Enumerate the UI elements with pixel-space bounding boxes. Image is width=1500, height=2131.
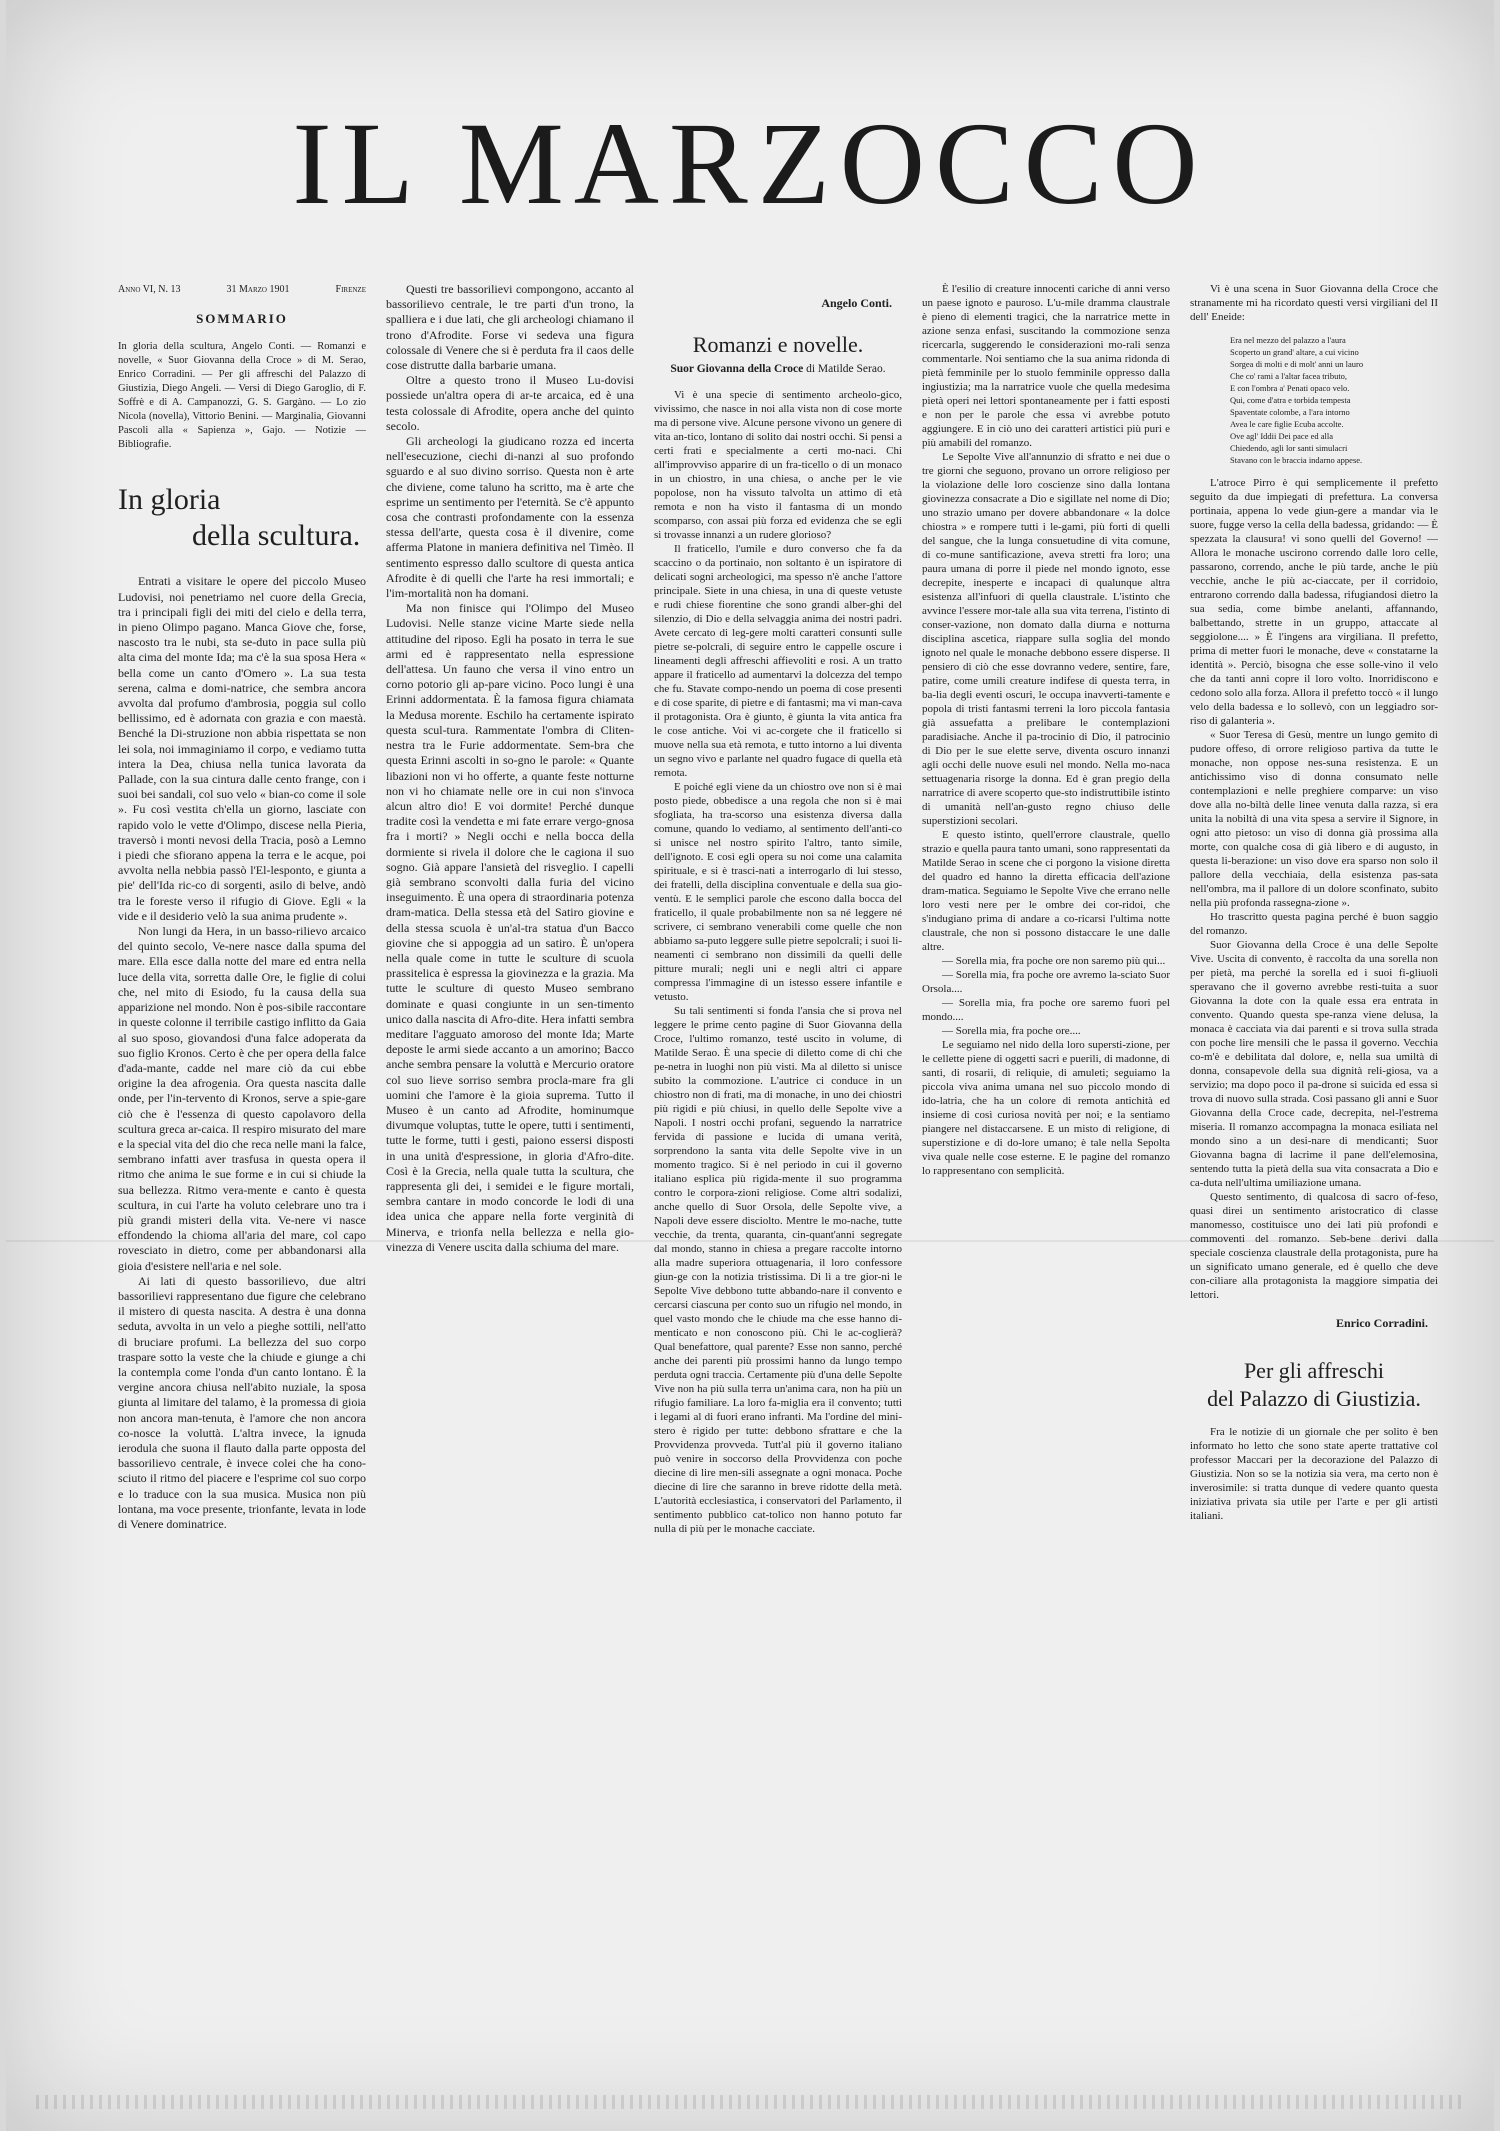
article2-paragraph: Il fraticello, l'umile e duro converso che fa da scaccino o da portinaio, non soltanto è un ispiratore di delicati sogni archeologici, ma spesso n'è anche l'attore principale. Siete in una chiesa, in una di queste vetuste e rudi chiese fiorentine che sono grandi alber-ghi del silenzio, di Dio e della selvaggia anima dei nostri padri. Avete cercato di leg-gere molti caratteri consunti sulle pietre se-polcrali, di seguire entro le cappelle oscure i lineamenti degli affreschi affievoliti e rosi. A un tratto appare il fraticello ad aumentarvi la dolcezza del tempo che fu. Stavate compo-nendo un poema di cose presenti e di cose sparite, di pietre e di fantasmi; ma vi man-cava il protagonista. Ora è giunto, è giunta la vita antica fra le cose antiche. Voi vi ac-corgete che il fraticello si muove nella sua età remota, e tutto intorno a lui diventa un segno vivo e parlante nel quadro fugace di quella età remota. — [654, 542, 902, 779]
verse-line: Ove agl' Iddii Dei pace ed alla — [1230, 431, 1334, 441]
article2-paragraph: Ho trascritto questa pagina perché è buon saggio del romanzo. — [1190, 911, 1438, 937]
article1-paragraph: Non lungi da Hera, in un basso-rilievo arcaico del quinto secolo, Ve-nere nasce dalla spuma del mare. Ella esce dalla notte del mare ed entra nella luce della vita, sorretta dalle Ore, le figlie di colui che, nel mito di Esiodo, fu la causa della sua apparizione nel mondo. Non è pos-sibile raccontare in queste colonne il terribile castigo inflitto da Gaia al suo sposo, giovandosi d'una falce adoperata da suo figlio Kronos. Certo è che per opera della falce d'ada-mante, cadde nel mare ciò da cui ebbe origine la dea afrogenia. Ora questa nascita dalle onde, per l'in-tervento di Kronos, serve a spie-gare ciò che è l'essenza di questo capolavoro della scultura greca ar-caica. Il respiro misurato del mare e la special vita del dio che reca nelle mani la falce, sembrano infatti aver trasfusa in questa opera il ritmo che anima le sue forme e in cui si chiude la sua bellezza. Ritmo vera-mente e canto è questa scultura, in cui l'arte ha voluto celebrare uno tra i più grandi misteri della vita. Ve-nere vi nasce effondendo la chioma all'aria del mare, col capo rovesciato in dietro, come per abbandonarsi alla gioia d'esistere nell'aria e nel sole. — [118, 924, 366, 1273]
verse-line: Avea le care figlie Ecuba accolte. — [1230, 419, 1344, 429]
sommario-title: SOMMARIO — [196, 311, 288, 327]
column-1 — [118, 282, 366, 2072]
column-3 — [654, 282, 902, 2072]
article1-paragraph: Oltre a questo trono il Museo Lu-dovisi possiede un'altra opera di ar-te arcaica, ed è una testa colossale di Afrodite, opera anche del quinto secolo. — [386, 373, 634, 433]
article1-title-line2: della scultura. — [192, 519, 361, 553]
newspaper-page — [6, 0, 1494, 2131]
column-4 — [922, 282, 1170, 2072]
article2-paragraph: — Sorella mia, fra poche ore.... — [942, 1025, 1081, 1037]
sommario-text: In gloria della scultura, Angelo Conti. — Romanzi e novelle, « Suor Giovanna della Croce » di M. Serao, Enrico Corradini. — Per gli affreschi del Palazzo di Giustizia, Diego Angeli. — Versi di Diego Garoglio, di F. Soffrè e di A. Campanozzi, G. S. Gargàno. — Lo zio Nicola (novella), Vittorio Benini. — Marginalia, Giovanni Pascoli alla « Sapienza », Gajo. — Notizie — Bibliografie. — [118, 341, 366, 451]
paper-fold — [6, 1240, 1494, 1242]
article2-paragraph: E poiché egli viene da un chiostro ove non si è mai posto piede, obbedisce a una regola che non si è mai sfogliata, ha tra-scorso una esistenza diversa dalla comune, quando lo vediamo, al sentimento dell'anti-co si unisce nel nostro spirito l'altro, tanto simile, dell'ignoto. E così egli opera su noi come una calamita spirituale, e si è trasci-nati a interrogarlo di lui stesso, dei fratelli, della disciplina conventuale e della sua gio-ventù. E le semplici parole che escono dalla bocca del fraticello, il quale probabilmente non sa né leggere né scrivere, ci sembrano venerabili come quelle che non abbiamo sa-puto leggere sulle pietre sepolcrali; i suoi li-neamenti ci sembrano non dissimili da quelli delle pitture murali; negli uni e negli altri ci appare compressa l'immagine di un istesso essere infantile e vetusto. — [654, 780, 902, 1003]
article1-title — [118, 482, 366, 554]
article2-paragraph: Le seguiamo nel nido della loro supersti-zione, per le cellette piene di oggetti sacri e puerili, di madonne, di santi, di rosarii, di reliquie, di amuleti; seguiamo la piccola viva anima umana nel suo piccolo mondo di ido-latria, che ha un colore di remota antichità ed insieme di così curiosa novità per noi; e la sentiamo piangere nel distaccarsene. E un misto di religione, di superstizione e di do-lore umano; è tale nella Sepolta viva quale nelle cose esterne. E le pagine del romanzo lo rappresentano con semplicità. — [922, 1039, 1170, 1177]
article3-title-line2: del Palazzo di Giustizia. — [1207, 1386, 1421, 1412]
article1-paragraph: Entrati a visitare le opere del piccolo Museo Ludovisi, noi penetriamo nel cuore della Grecia, tra i principali figli dei miti del cielo e della terra, in pieno Olimpo pagano. Manca Giove che, forse, nascosto tra le nubi, sta se-duto in pace sulla più alta cima del monte Ida; ma c'è la sua sposa Hera « bella come un canto d'Omero ». La sua testa serena, calma e domi-natrice, che sembra ancora avvolta dal profumo d'ambrosia, poggia sul collo bellissimo, ed è adornata con grazia e con maestà. Benché la Di-struzione non abbia rispettata se non lei sola, noi immaginiamo il corpo, e vediamo tutta intera la Dea, chiusa nella tunica lavorata da Pallade, con la sua cintura dalle cento frange, con i suoi bei sandali, col suo velo « bian-co come il sole ». Fu così vestita ch'ella un giorno, lasciate con rapido volo le vette d'Olimpo, discese nella Pieria, traversò i monti nevosi della Tracia, posò a Lemno i piedi che sfiorano appena la terra e le acque, poi avvolta nella nebbia passò l'El-lesponto, e giunta a pie' dell'Ida ric-co di sorgenti, asilo di belve, andò tra le foreste verso il rifugio di Giove. Egli « la vide e il desiderio velò la sua anima prudente ». — [118, 574, 366, 923]
article2-paragraph: « Suor Teresa di Gesù, mentre un lungo gemito di pudore offeso, di orrore religioso partiva da tutte le monache, non oppose nes-suna resistenza. E un antichissimo viso di donna consumato nelle contemplazioni e nelle preghiere comparve: un viso dove alla no-biltà delle linee venuta dalla razza, si era unita la nobiltà di una vita spesa a servire il Signore, in ogni atto pietoso: un viso di donna già prossima alla morte, con qualche cosa di già libero e di augusto, in questa li-berazione: un viso dove era sparso non solo il pallore della vecchiaia, della esistenza pas-sata nell'ombra, ma il pallore di un dolore sconfinato, subito nella più profonda rassegna-zione ». — [1190, 729, 1438, 909]
article1-title-line1: In gloria — [118, 483, 221, 517]
verse-quote — [1230, 334, 1438, 466]
verse-line: Spaventate colombe, a l'ara intorno — [1230, 407, 1350, 417]
article1-paragraph: Questi tre bassorilievi compongono, accanto al bassorilievo centrale, le tre parti d'un trono, la spalliera e i due lati, che gli archeologi chiamano il trono d'Afrodite. Forse vi sedeva una figura colossale di Venere che si è perduta fra il caos delle cose distrutte dalla barbarie umana. — [386, 282, 634, 373]
article2-signature: Enrico Corradini. — [1336, 1316, 1428, 1330]
article2-paragraph: — Sorella mia, fra poche ore saremo fuori pel mondo.... — [922, 997, 1170, 1023]
article2-paragraph: Questo sentimento, di qualcosa di sacro of-feso, quasi direi un sentimento aristocratico di classe manomesso, costituisce uno dei lati più profondi e commoventi del romanzo. Seb-bene derivi dalla speciale coscienza claustrale della protagonista, pure ha un significato umano generale, ed è quello che deve con-ciliare alla protagonista la maggiore simpatia dei lettori. — [1190, 1191, 1438, 1301]
article2-paragraph: È l'esilio di creature innocenti cariche di anni verso un paese ignoto e pauroso. L'u-mile dramma claustrale è pieno di elementi tragici, che la narratrice mette in azione senza enfasi, suscitando la commozione senza ricercarla, suggerendo le considerazioni mo-rali senza commentarle. Noi sentiamo che la sua anima ridonda di pietà femminile per lo stuolo femminile oppresso dalla ingiustizia; ma la narratrice vuole che quella medesima pietà operi nei lettori spontaneamente per i fatti esposti e non per le parole che essa vi avrebbe potuto aggiungere. E in ciò uno dei caratteri artistici più puri e più amabili del romanzo. — [922, 283, 1170, 449]
verse-line: Era nel mezzo del palazzo a l'aura — [1230, 335, 1346, 345]
article2-paragraph: — Sorella mia, fra poche ore non saremo più qui... — [942, 955, 1166, 967]
article1-signature: Angelo Conti. — [821, 296, 892, 310]
issue-date: 31 Marzo 1901 — [226, 284, 290, 295]
article2-title: Romanzi e novelle. — [692, 332, 864, 358]
issue-place: Firenze — [335, 284, 366, 295]
article3-title — [1190, 1357, 1438, 1413]
article2-subtitle-author: di Matilde Serao. — [803, 363, 886, 376]
article1-paragraph: Ma non finisce qui l'Olimpo del Museo Ludovisi. Nelle stanze vicine Marte siede nella attitudine del riposo. Egli ha posato in terra le sue armi ed è rappresentato nella espressione dell'attesa. Un fauno che versa il vino entro un corno potorio gli ap-pare vicino. Poco lungi è una Erinni addormentata. È la famosa figura chiamata la Medusa morente. Eschilo ha certamente ispirato questa scul-tura. Rammentate l'ombra di Cliten-nestra tra le Furie addormentate. Sem-bra che questa Erinni ascolti in so-gno le parole: « Quante libazioni non vi ho offerte, a quante feste notturne non vi ho chiamate nelle ore in cui non s'invoca alcun altro dio! E voi dormite! Perché dunque tradite così la vendetta e mi fate errare vergo-gnosa fra i morti? » Negli occhi e nella bocca della dormiente si rivela il dolore che le cagiona il suo sogno. Già appare l'ansietà del risveglio. I capelli già sembrano sconvolti dalla furia del vicino inseguimento. È una opera di straordinaria potenza dram-matica. Della stessa età del Satiro giovine e della stessa scuola è un'al-tra statua d'un Bacco giovine che si appoggia ad un satiro. È un'opera nella quale come in tutte le sculture di scuola prassitelica è espressa la giovinezza e la grazia. Ma tutte le sculture di questo Museo sembrano dominate e quasi congiunte in un sen-timento unico dalla nascita di Afro-dite. Hera infatti sembra meditare l'agguato amoroso del monte Ida; Marte deposte le armi siede accanto a un amorino; Bacco anche sembra pensare la voluttà e Mercurio oratore col suo lieve sorriso sembra procla-mare fra gli uomini che l'amore è la gioia suprema. Tutto il Museo è un canto ad Afrodite, hominumque divumque voluptas, tutte le opere, tutti i sentimenti, tutte le forme, tutti i gesti, paiono essersi disposti in una unità d'espressione, in gloria d'Afro-dite. Così è la Grecia, nella quale tutta la scultura, che rappresenta gli dei, i semidei e le figure mortali, sembra cantare in modo concorde le lodi di una idea unica che appare nella forte verginità di Minerva, e trionfa nella bellezza e nella gio-vinezza di Venere uscita dalla schiuma del mare. — [386, 601, 634, 1254]
article2-paragraph: — Sorella mia, fra poche ore avremo la-sciato Suor Orsola.... — [922, 969, 1170, 995]
article1-paragraph: Gli archeologi la giudicano rozza ed incerta nell'esecuzione, ciechi di-nanzi al suo profondo sguardo e al suo divino sorriso. Questa non è arte che diviene, come taluno ha scritto, ma è arte che esprime un sentimento per l'eternità. Se c'è appunto cosa che contrasti profondamente con la essenza stessa dell'arte, questa cosa è il divenire, come afferma Platone in maniera definitiva nel Timèo. Il sentimento espresso dallo scultore di questa antica Afrodite è di quelli che l'arte ha resi immortali; e l'im-mortalità non ha domani. — [386, 434, 634, 601]
columns — [118, 282, 1438, 2082]
verse-line: Che co' rami a l'altar facea tributo, — [1230, 371, 1348, 381]
verse-line: Chiedendo, agli lor santi simulacri — [1230, 443, 1348, 453]
article1-paragraph: Ai lati di questo bassorilievo, due altri bassorilievi rappresentano due figure che celebrano il mistero di questa nascita. A destra è una donna seduta, avvolta in un velo a pieghe sottili, nell'atto di bruciare profumi. La bellezza del suo corpo traspare sotto la veste che la chiude e giunge a chi la contempla come l'onda d'un canto lontano. È la vergine ancora chiusa nell'abito nuziale, la sposa giunta al limitare del talamo, è la promessa di gioia non ancora man-tenuta, è l'amore che non ancora co-nosce la voluttà. L'altra invece, la ignuda ierodula che suona il flauto dalla parte opposta del bassorilievo centrale, è invece colei che ha cono-sciuto il ritmo del piacere e l'esprime col suo corpo e lo traduce con la sua musica. Musica non più lontana, ma voce presente, trionfante, levata in lode di Venere dominatrice. — [118, 1273, 366, 1531]
article2-paragraph: Vi è una scena in Suor Giovanna della Croce che stranamente mi ha ricordato questi versi virgiliani del II dell' Eneide: — [1190, 283, 1438, 323]
issue-volume: Anno VI, N. 13 — [118, 284, 181, 295]
article2-paragraph: E questo istinto, quell'errore claustrale, quello strazio e quella paura tanto umani, sono rappresentati da Matilde Serao in scene che ci porgono la visione diretta del quadro ed hanno la diretta efficacia dell'azione dram-matica. Seguiamo le Sepolte Vive che errano nelle loro vesti nere per le ombre dei cor-ridoi, che s'indugiano prima di andare a co-ricarsi l'ultima notte claustrale, che non si possono distaccare le une dalle altre. — [922, 829, 1170, 953]
column-5 — [1190, 282, 1438, 2072]
verse-line: Qui, come d'atra e torbida tempesta — [1230, 395, 1351, 405]
bottom-edge-marks — [36, 2095, 1464, 2109]
article2-paragraph: Le Sepolte Vive all'annunzio di sfratto e nei due o tre giorni che seguono, provano un orrore religioso per la violazione delle loro coscienze sino dalla lontana giovinezza consacrate a Dio e sigillate nel nome di Dio; uno strazio umano per dovere abbandonare « la dolce chiostra » e rompere tutti i le-gami, più forti di quelli del sangue, che la lunga consuetudine di vita comune, di co-mune santificazione, aveva stretti fra loro; una paura umana di porre il piede nel mondo ignoto, esse decrepite, inesperte e incapaci di qualunque altra esistenza all'infuori di quella claustrale. L'istinto che avvince l'essere mor-tale alla sua vita terrena, l'istinto di conser-vazione, non domato dalla diurna e notturna disciplina ascetica, riappare sulla soglia del mondo ignoto nel quale le monache debbono essere disperse. Il pensiero di ciò che esse dovranno vedere, sentire, fare, patire, come umili creature indifese di questa terra, in ba-lìa degli eventi oscuri, le occupa inavverti-tamente e popola di tristi fantasmi terreni la loro piccola fantasia già assuefatta a prelibare le contemplazioni paradisiache. Anche il pa-trocinio di Dio, il patrocinio di Dio per le sue elette serve, diventa oscuro innanzi agli occhi delle nuove esuli nel mondo. Nella mo-naca settuagenaria risorge la donna. Ed è gran pregio della narratrice di avere scoperto que-sto indistruttibile istinto di umanità nell'an-gusto regno chiuso delle superstizioni secolari. — [922, 451, 1170, 827]
verse-line: Sorgea di molti e di molt' anni un lauro — [1230, 359, 1364, 369]
verse-line: Scoperto un grand' altare, a cui vicino — [1230, 347, 1359, 357]
verse-line: Stavano con le braccia indarno appese. — [1230, 455, 1363, 465]
article2-paragraph: L'atroce Pirro è qui semplicemente il prefetto seguito da due impiegati di prefettura. La conversa portinaia, appena lo vede giun-gere a mandar via le suore, fugge verso la cella della badessa, gridando: — È spezzata la clausura! vi sono quelli del Governo! — Allora le monache uscirono correndo dalle loro celle, passarono, correndo, anche le più tarde, anche le più vecchie, anche le più ac-ciaccate, per il corridoio, entrarono correndo dalla badessa, rifugiandosi dietro la sua sedia, come bimbe anelanti, affannando, balbettando, strette in un gruppo, attaccate al seggiolone.... » È l'ingens ara virgiliana. Il prefetto, prima di metter fuori le monache, deve « constatarne la identità ». Perciò, bisogna che esse solle-vino il velo che da tanti anni copre il loro volto. Inorridiscono e cedono solo alla forza. Allora il prefetto toccò « il lungo velo della badessa e lo sollevò, con un leggiadro sor-riso di galanteria ». — [1190, 477, 1438, 727]
article2-paragraph: Suor Giovanna della Croce è una delle Sepolte Vive. Uscita di convento, è raccolta da una sorella non per pietà, ma perché la sorella ed i suoi fi-gliuoli speravano che il governo avrebbe resti-tuita a suor Giovanna la dote con la quale essa era entrata in convento. Quando questa spe-ranza viene delusa, la monaca è cacciata via dai parenti e si trova sulla strada con poche lire mensili che le passa il governo. Vecchia co-m'è e debilitata dal dolore, e, nella sua umiltà di donna, consapevole della sua dignità reli-giosa, va a servizio; ma dopo poco il pa-drone si suicida ed essa si trova di nuovo sulla strada. Così passano gli anni e Suor Giovanna della Croce cade, decrepita, nel-l'estrema miseria. Il romanzo accompagna la monaca esiliata nel mondo sino a un desi-nare di mendicanti; Suor Giovanna bagna di lacrime il pane dell'elemosina, sentendo tutta la pietà della sua vita consacrata a Dio e ca-duta nell'ultima umiliazione umana. — [1190, 939, 1438, 1189]
issue-info — [118, 282, 366, 297]
article3-title-line1: Per gli affreschi — [1243, 1358, 1385, 1384]
article2-paragraph: Vi è una specie di sentimento archeolo-gico, vivissimo, che nasce in noi alla vista non di cose morte ma di persone vive. Alcune persone vivono un genere di vita an-tico, lontano di solito dai nostri occhi. Si pensi a certi frati e specialmente a certi mo-naci. Chi all'improvviso apparire di un fra-ticello o di un monaco in un chiostro, in una chiesa, o anche per le vie popolose, non ha vissuto talvolta un attimo di età remota e non ha visto il fantasma di un mondo scomparso, con assai più forza ed evidenza che se egli si trovasse innanzi a un rudere glorioso? — [654, 388, 902, 541]
masthead: IL MARZOCCO — [292, 98, 1208, 229]
article2-subtitle-book: Suor Giovanna della Croce — [670, 363, 804, 376]
article2-subtitle — [654, 362, 902, 377]
article2-paragraph: Su tali sentimenti si fonda l'ansia che si prova nel leggere le prime cento pagine di Suor Giovanna della Croce, l'ultimo romanzo, testé uscito in volume, di Matilde Serao. È una specie di diletto come di chi che pe-netra in luoghi non più visti. Ma al diletto si unisce subito la commozione. L'autrice ci conduce in un chiostro non di frati, ma di monache, in uno dei chiostri più rigidi e più chiusi, in quello delle Sepolte vive a Napoli. I nostri occhi profani, seguendo la narratrice fervida di passione e lucida di umana verità, sorprendono la santa vita delle Sepolte vive in un momento tragico. Si è nel periodo in cui il governo italiano esplica più rigida-mente il suo programma contro le corpora-zioni religiose. Come altri sodalizi, anche quello di Suor Orsola, delle Sepolte vive, a Napoli deve essere disciolto. Mentre le mo-nache, tutte vecchie, da trenta, quaranta, cin-quant'anni segregate dal mondo, stanno in chiesa a pregare raccolte intorno alla madre superiora ottuagenaria, il loro confessore giun-ge con la notizia tristissima. Di lì a tre gior-ni le Sepolte Vive debbono tutte abbando-nare il convento e cercarsi ciascuna per conto suo un rifugio nel mondo, in quel vasto mondo che le chiude ma che esse hanno di-menticato e non conoscono più. Chi le ac-coglierà? Qual benefattore, qual parente? Esse non sanno, perché anche dei parenti più prossimi hanno da lungo tempo perduta ogni traccia. Certamente più d'una delle Sepolte Vive non ha più sulla terra un'anima cara, non ha più un rifugio familiare. La loro fa-miglia era il convento; tutti i legami al di fuori erano infranti. Ma l'ordine del mini-stero è rigido per tutte: debbono sfrattare e che la Provvidenza provveda. Tutt'al più il governo italiano può venire in soccorso della Provvidenza con poche diecine di lire men-sili assegnate a ogni monaca. Poche diecine di lire che saranno in breve ridotte della metà. L'autorità ecclesiastica, i conservatori del Parlamento, il sentimento pubblico cat-tolico non hanno potuto far nulla di più per le monache cacciate. — [654, 1004, 902, 1535]
column-2 — [386, 282, 634, 2072]
article3-paragraph: Fra le notizie di un giornale che per solito è ben informato ho letto che sono state aperte trattative col professor Maccari per la decorazione del Palazzo di Giustizia. Non so se la notizia sia vera, ma certo non è inverosimile: si tratta dunque di vedere quanto questa iniziativa privata sia utile per l'arte e per gli artisti italiani. — [1190, 1426, 1438, 1523]
verse-line: E con l'ombra a' Penati opaco velo. — [1230, 383, 1350, 393]
